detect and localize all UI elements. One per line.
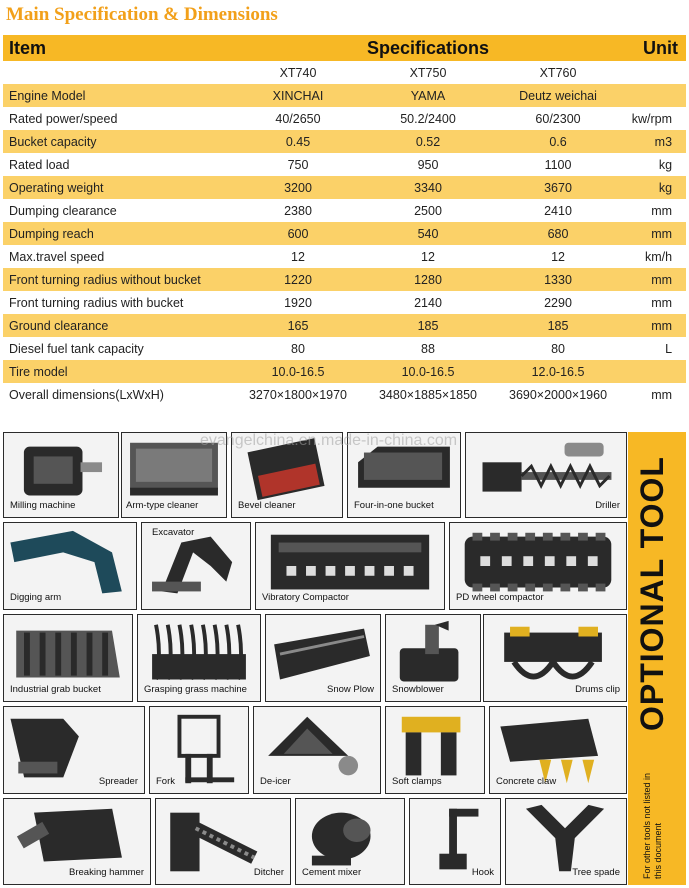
table-row (3, 383, 686, 406)
row-unit: mm (623, 222, 686, 245)
tool-tile-driller (465, 432, 627, 518)
row-value: 185 (363, 314, 493, 337)
tool-tile-fork (149, 706, 249, 794)
row-label: Rated load (3, 153, 233, 176)
row-value: 680 (493, 222, 623, 245)
tool-tile-drums-clip (483, 614, 627, 702)
tool-tile-de-icer (253, 706, 381, 794)
tool-label: Concrete claw (496, 776, 557, 787)
table-row (3, 176, 686, 199)
row-value: 60/2300 (493, 107, 623, 130)
row-value: 10.0-16.5 (233, 360, 363, 383)
row-value: 2290 (493, 291, 623, 314)
watermark: evangelchina.en.made-in-china.com (200, 432, 458, 449)
row-value: 12 (363, 245, 493, 268)
model-row-blank (623, 61, 686, 84)
row-unit: kg (623, 153, 686, 176)
tool-label: Arm-type cleaner (126, 500, 199, 511)
row-value: XINCHAI (233, 84, 363, 107)
row-value: 3670 (493, 176, 623, 199)
row-unit: m3 (623, 130, 686, 153)
row-value: 80 (233, 337, 363, 360)
row-value: 12.0-16.5 (493, 360, 623, 383)
row-unit: mm (623, 291, 686, 314)
row-value: 1220 (233, 268, 363, 291)
row-label: Operating weight (3, 176, 233, 199)
tool-tile-excavator (141, 522, 251, 610)
row-value: 2410 (493, 199, 623, 222)
tool-label: Milling machine (10, 500, 76, 511)
tool-tile-ditcher (155, 798, 291, 885)
tool-label: De-icer (260, 776, 291, 787)
row-value: 3690×2000×1960 (493, 383, 623, 406)
row-value: 600 (233, 222, 363, 245)
row-unit (623, 84, 686, 107)
row-label: Max.travel speed (3, 245, 233, 268)
tool-label: Cement mixer (302, 867, 362, 878)
row-value: 2140 (363, 291, 493, 314)
row-unit: mm (623, 199, 686, 222)
row-value: Deutz weichai (493, 84, 623, 107)
row-value: 3480×1885×1850 (363, 383, 493, 406)
tool-label: Hook (471, 867, 494, 878)
tool-tile-cement-mixer (295, 798, 405, 885)
tool-tile-pd-wheel-compactor (449, 522, 627, 610)
tool-tile-industrial-grab-bucket (3, 614, 133, 702)
tool-tile-snowblower (385, 614, 481, 702)
header-specifications: Specifications (233, 35, 623, 61)
optional-tool-title: OPTIONAL TOOL (634, 456, 670, 732)
row-value: 0.52 (363, 130, 493, 153)
tool-tile-soft-clamps (385, 706, 485, 794)
row-unit: kg (623, 176, 686, 199)
row-value: 40/2650 (233, 107, 363, 130)
model-name: XT750 (363, 61, 493, 84)
tool-label: Bevel cleaner (238, 500, 296, 511)
row-value: 12 (233, 245, 363, 268)
row-label: Front turning radius without bucket (3, 268, 233, 291)
tool-label: Ditcher (253, 867, 284, 878)
table-row (3, 130, 686, 153)
table-row (3, 107, 686, 130)
row-value: 1280 (363, 268, 493, 291)
row-value: 1100 (493, 153, 623, 176)
header-item: Item (3, 35, 233, 61)
table-row (3, 268, 686, 291)
tool-label: PD wheel compactor (456, 592, 544, 603)
tool-tile-tree-spade (505, 798, 627, 885)
row-value: 540 (363, 222, 493, 245)
table-row (3, 199, 686, 222)
tool-tile-grasping-grass-machine (137, 614, 261, 702)
row-label: Overall dimensions(LxWxH) (3, 383, 233, 406)
tool-tile-breaking-hammer (3, 798, 151, 885)
table-row (3, 222, 686, 245)
page-title: Main Specification & Dimensions (6, 4, 278, 25)
tool-label: Tree spade (572, 867, 620, 878)
model-row-blank (3, 61, 233, 84)
row-label: Front turning radius with bucket (3, 291, 233, 314)
row-value: 3200 (233, 176, 363, 199)
tools-grid (3, 432, 686, 885)
row-label: Rated power/speed (3, 107, 233, 130)
row-value: 3270×1800×1970 (233, 383, 363, 406)
table-row (3, 291, 686, 314)
row-value: 80 (493, 337, 623, 360)
row-value: 2380 (233, 199, 363, 222)
row-value: 0.45 (233, 130, 363, 153)
table-row (3, 360, 686, 383)
row-unit: mm (623, 314, 686, 337)
row-value: 10.0-16.5 (363, 360, 493, 383)
row-label: Bucket capacity (3, 130, 233, 153)
tool-label: Industrial grab bucket (10, 684, 101, 695)
table-row (3, 153, 686, 176)
model-name: XT760 (493, 61, 623, 84)
tool-label: Soft clamps (392, 776, 442, 787)
table-row (3, 314, 686, 337)
row-unit: kw/rpm (623, 107, 686, 130)
tool-label: Vibratory Compactor (262, 592, 349, 603)
row-value: 2500 (363, 199, 493, 222)
row-label: Tire model (3, 360, 233, 383)
tool-label: Driller (595, 500, 620, 511)
tool-tile-hook (409, 798, 501, 885)
tool-label: Digging arm (10, 592, 62, 603)
row-unit: km/h (623, 245, 686, 268)
table-row (3, 245, 686, 268)
tool-label: Snow Plow (327, 684, 374, 695)
row-value: 0.6 (493, 130, 623, 153)
model-row (3, 61, 686, 84)
tool-tile-vibratory-compactor (255, 522, 445, 610)
row-unit (623, 360, 686, 383)
row-value: 165 (233, 314, 363, 337)
spec-table (3, 35, 686, 406)
row-value: 1920 (233, 291, 363, 314)
row-value: 12 (493, 245, 623, 268)
row-value: 3340 (363, 176, 493, 199)
tool-label: Breaking hammer (69, 867, 144, 878)
row-value: 950 (363, 153, 493, 176)
row-value: 185 (493, 314, 623, 337)
row-value: 750 (233, 153, 363, 176)
tool-label: Drums clip (575, 684, 620, 695)
model-name: XT740 (233, 61, 363, 84)
row-label: Dumping clearance (3, 199, 233, 222)
tool-tile-milling-machine (3, 432, 119, 518)
tool-label: Fork (156, 776, 175, 787)
tool-label: Excavator (152, 527, 195, 538)
tool-label: Snowblower (392, 684, 444, 695)
row-label: Engine Model (3, 84, 233, 107)
table-header-row (3, 35, 686, 61)
optional-tool-note: For other tools not listed in this document (642, 772, 663, 879)
row-label: Dumping reach (3, 222, 233, 245)
tool-label: Four-in-one bucket (354, 500, 434, 511)
tool-tile-digging-arm (3, 522, 137, 610)
tool-tile-snow-plow (265, 614, 381, 702)
row-unit: L (623, 337, 686, 360)
row-value: YAMA (363, 84, 493, 107)
row-label: Diesel fuel tank capacity (3, 337, 233, 360)
header-unit: Unit (623, 35, 686, 61)
row-unit: mm (623, 268, 686, 291)
row-value: 88 (363, 337, 493, 360)
tool-label: Spreader (98, 776, 138, 787)
row-unit: mm (623, 383, 686, 406)
row-value: 50.2/2400 (363, 107, 493, 130)
row-label: Ground clearance (3, 314, 233, 337)
tool-tile-spreader (3, 706, 145, 794)
tool-tile-concrete-claw (489, 706, 627, 794)
table-row (3, 337, 686, 360)
row-value: 1330 (493, 268, 623, 291)
table-row (3, 84, 686, 107)
tool-label: Grasping grass machine (144, 684, 247, 695)
optional-tool-banner (628, 432, 686, 885)
